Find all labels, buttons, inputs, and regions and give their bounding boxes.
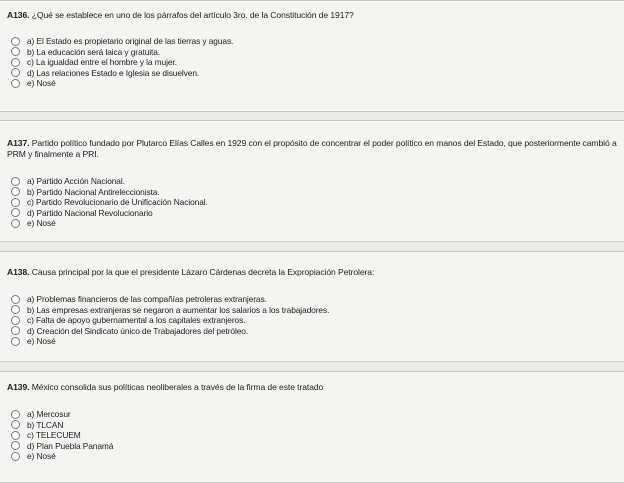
radio-button[interactable] [11,295,20,304]
option-a[interactable]: a) El Estado es propietario original de las tierras y aguas. [11,36,233,47]
radio-button[interactable] [11,187,20,196]
option-a[interactable]: a) Mercosur [11,409,113,420]
option-c[interactable]: c) Falta de apoyo gubernamental a los capitales extranjeros. [11,315,329,326]
radio-button[interactable] [11,452,20,461]
radio-button[interactable] [11,410,20,419]
radio-button[interactable] [11,305,20,314]
radio-button[interactable] [11,79,20,88]
option-a[interactable]: a) Problemas financieros de las compañías petroleras extranjeras. [11,294,329,305]
radio-button[interactable] [11,337,20,346]
question-card-a139 [0,371,624,483]
question-text: A138. Causa principal por la que el presidente Lázaro Cárdenas decreta la Expropiación Petrolera: [7,267,375,277]
radio-button[interactable] [11,47,20,56]
option-c[interactable]: c) TELECUEM [11,430,113,441]
radio-button[interactable] [11,316,20,325]
radio-button[interactable] [11,326,20,335]
question-number: A139. [7,382,30,392]
option-e[interactable]: e) Nosé [11,336,329,347]
option-a[interactable]: a) Partido Acción Nacional. [11,176,208,187]
option-e[interactable]: e) Nosé [11,218,208,229]
question-number: A138. [7,267,30,277]
question-card-a137 [0,120,624,242]
option-b[interactable]: b) TLCAN [11,420,113,431]
radio-button[interactable] [11,58,20,67]
options-list [11,409,113,462]
radio-button[interactable] [11,420,20,429]
question-number: A137. [7,138,30,148]
option-d[interactable]: d) Creación del Sindicato único de Trabajadores del petróleo. [11,326,329,337]
options-list [11,36,233,89]
option-c[interactable]: c) Partido Revolucionario de Unificación Nacional. [11,197,208,208]
radio-button[interactable] [11,177,20,186]
radio-button[interactable] [11,37,20,46]
question-text: A137. Partido político fundado por Plutarco Elías Calles en 1929 con el propósito de concentrar el poder político en manos del Estado, que posteriormente cambió a PRM y finalmente a PRI. [7,138,617,159]
option-d[interactable]: d) Plan Puebla Panamá [11,441,113,452]
question-number: A136. [7,10,30,20]
options-list [11,294,329,347]
radio-button[interactable] [11,198,20,207]
option-b[interactable]: b) La educación será laica y gratuita. [11,47,233,58]
radio-button[interactable] [11,441,20,450]
question-text: A139. México consolida sus políticas neoliberales a través de la firma de este tratado [7,382,324,392]
question-text: A136. ¿Qué se establece en uno de los párrafos del artículo 3ro. de la Constitución de 1917? [7,10,354,20]
option-c[interactable]: c) La igualdad entre el hombre y la mujer. [11,57,233,68]
question-card-a136 [0,0,624,112]
question-card-a138 [0,251,624,362]
option-b[interactable]: b) Las empresas extranjeras se negaron a aumentar los salarios a los trabajadores. [11,305,329,316]
radio-button[interactable] [11,219,20,228]
radio-button[interactable] [11,68,20,77]
radio-button[interactable] [11,208,20,217]
option-d[interactable]: d) Las relaciones Estado e Iglesia se disuelven. [11,68,233,79]
option-d[interactable]: d) Partido Nacional Revolucionario [11,208,208,219]
option-e[interactable]: e) Nosé [11,451,113,462]
option-e[interactable]: e) Nosé [11,78,233,89]
radio-button[interactable] [11,431,20,440]
options-list [11,176,208,229]
option-b[interactable]: b) Partido Nacional Antireleccionista. [11,187,208,198]
